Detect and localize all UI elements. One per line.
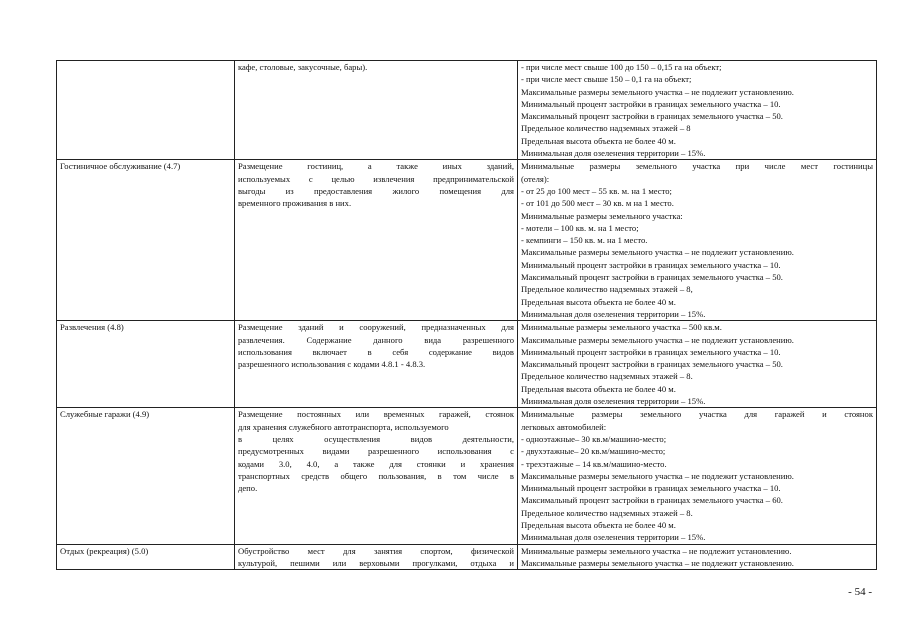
parameter-line: Предельное количество надземных этажей – 8. — [521, 507, 693, 518]
parameter-line: Максимальный процент застройки в границах земельного участка – 50. — [521, 111, 783, 122]
parameter-line: Минимальная доля озеленения территории – 15%. — [521, 148, 706, 159]
table-row — [57, 61, 877, 160]
description-line: предусмотренных видами разрешенного использования с — [238, 446, 514, 457]
description-line: выгоды из предоставления жилого помещения для — [238, 185, 514, 196]
parameter-line: Минимальный процент застройки в границах земельного участка – 10. — [521, 483, 781, 494]
use-type-cell — [57, 321, 235, 408]
use-type-name: Гостиничное обслуживание (4.7) — [60, 161, 181, 172]
parameter-line: Максимальные размеры земельного участка – не подлежит установлению. — [521, 86, 794, 97]
parameter-line: Максимальные размеры земельного участка – не подлежит установлению. — [521, 557, 794, 568]
parameter-line: Минимальные размеры земельного участка для гаражей и стоянок — [521, 409, 873, 420]
parameter-line: Минимальные размеры земельного участка – 500 кв.м. — [521, 322, 722, 333]
parameters-cell — [518, 408, 877, 544]
description-line: разрешенного использования с кодами 4.8.1 - 4.8.3. — [238, 359, 426, 370]
parameter-line: Минимальный процент застройки в границах земельного участка – 10. — [521, 259, 781, 270]
parameter-line: Минимальная доля озеленения территории – 15%. — [521, 396, 706, 407]
parameters-cell — [518, 160, 877, 321]
description-cell — [235, 544, 518, 570]
parameter-line: Максимальный процент застройки в границах земельного участка – 50. — [521, 359, 783, 370]
page-number: - 54 - — [848, 586, 872, 598]
description-line: Размещение гостиниц, а также иных зданий, — [238, 161, 514, 172]
use-type-name: Развлечения (4.8) — [60, 322, 124, 333]
parameter-line: Минимальная доля озеленения территории – 15%. — [521, 532, 706, 543]
parameter-line: Предельное количество надземных этажей – 8 — [521, 123, 691, 134]
use-type-name: Отдых (рекреация) (5.0) — [60, 545, 149, 556]
table-row — [57, 160, 877, 321]
description-line: используемых с целью извлечения предпринимательской — [238, 173, 514, 184]
parameter-line: Минимальная доля озеленения территории – 15%. — [521, 308, 706, 319]
parameter-line: - трехэтажные – 14 кв.м/машино-место. — [521, 458, 667, 469]
parameter-line: Минимальный процент застройки в границах земельного участка – 10. — [521, 98, 781, 109]
description-cell — [235, 61, 518, 160]
parameter-line: Минимальные размеры земельного участка – не подлежит установлению. — [521, 545, 792, 556]
parameter-line: Максимальные размеры земельного участка – не подлежит установлению. — [521, 470, 794, 481]
table-row — [57, 544, 877, 570]
parameter-line: Предельная высота объекта не более 40 м. — [521, 383, 676, 394]
parameter-line: Предельная высота объекта не более 40 м. — [521, 135, 676, 146]
parameter-line: Максимальные размеры земельного участка – не подлежит установлению. — [521, 334, 794, 345]
parameter-line: Максимальный процент застройки в границах земельного участка – 60. — [521, 495, 783, 506]
description-line: в целях осуществления видов деятельности, — [238, 433, 514, 444]
parameter-line: - двухэтажные– 20 кв.м/машино-место; — [521, 446, 666, 457]
parameter-line: легковых автомобилей: — [521, 421, 607, 432]
parameter-line: Предельное количество надземных этажей – 8. — [521, 371, 693, 382]
use-type-cell — [57, 160, 235, 321]
table-row — [57, 321, 877, 408]
description-line: Обустройство мест для занятия спортом, физической — [238, 545, 514, 556]
parameter-line: - при числе мест свыше 150 – 0,1 га на объект; — [521, 74, 692, 85]
use-type-cell — [57, 408, 235, 544]
use-type-name: Служебные гаражи (4.9) — [60, 409, 150, 420]
description-line: кафе, столовые, закусочные, бары). — [238, 62, 368, 72]
parameter-line: - от 101 до 500 мест – 30 кв. м на 1 место. — [521, 198, 674, 209]
parameter-line: Минимальные размеры земельного участка: — [521, 210, 683, 221]
parameters-cell — [518, 61, 877, 160]
description-line: транспортных средств общего пользования, в том числе в — [238, 470, 514, 481]
parameter-line: Предельная высота объекта не более 40 м. — [521, 519, 676, 530]
description-line: кодами 3.0, 4.0, а также для стоянки и хранения — [238, 458, 514, 469]
parameter-line: Максимальный процент застройки в границах земельного участка – 50. — [521, 272, 783, 283]
description-cell — [235, 408, 518, 544]
parameter-line: Минимальные размеры земельного участка при числе мест гостиницы — [521, 161, 873, 172]
use-type-cell — [57, 544, 235, 570]
parameter-line: Минимальный процент застройки в границах земельного участка – 10. — [521, 346, 781, 357]
parameter-line: - при числе мест свыше 100 до 150 – 0,15 га на объект; — [521, 62, 722, 72]
description-line: культурой, пешими или верховыми прогулками, отдыха и — [238, 557, 514, 568]
description-line: использования включает в себя содержание видов — [238, 346, 514, 357]
parameter-line: Предельное количество надземных этажей – 8, — [521, 284, 693, 295]
description-line: развлечения. Содержание данного вида разрешенного — [238, 334, 514, 345]
parameter-line: - от 25 до 100 мест – 55 кв. м. на 1 место; — [521, 185, 672, 196]
table-row — [57, 408, 877, 544]
use-type-cell — [57, 61, 235, 160]
description-line: для хранения служебного автотранспорта, используемого — [238, 421, 449, 432]
description-line: Размещение постоянных или временных гаражей, стоянок — [238, 409, 514, 420]
zoning-regulations-table — [56, 60, 877, 570]
parameter-line: (отеля): — [521, 173, 550, 184]
description-line: временного проживания в них. — [238, 198, 352, 209]
parameter-line: Максимальные размеры земельного участка – не подлежит установлению. — [521, 247, 794, 258]
description-line: Размещение зданий и сооружений, предназначенных для — [238, 322, 514, 333]
parameter-line: - кемпинги – 150 кв. м. на 1 место. — [521, 235, 648, 246]
parameter-line: - мотели – 100 кв. м. на 1 место; — [521, 222, 639, 233]
parameters-cell — [518, 321, 877, 408]
description-cell — [235, 321, 518, 408]
description-line: депо. — [238, 483, 258, 494]
description-cell — [235, 160, 518, 321]
parameters-cell — [518, 544, 877, 570]
parameter-line: Предельная высота объекта не более 40 м. — [521, 296, 676, 307]
parameter-line: - одноэтажные– 30 кв.м/машино-место; — [521, 433, 667, 444]
